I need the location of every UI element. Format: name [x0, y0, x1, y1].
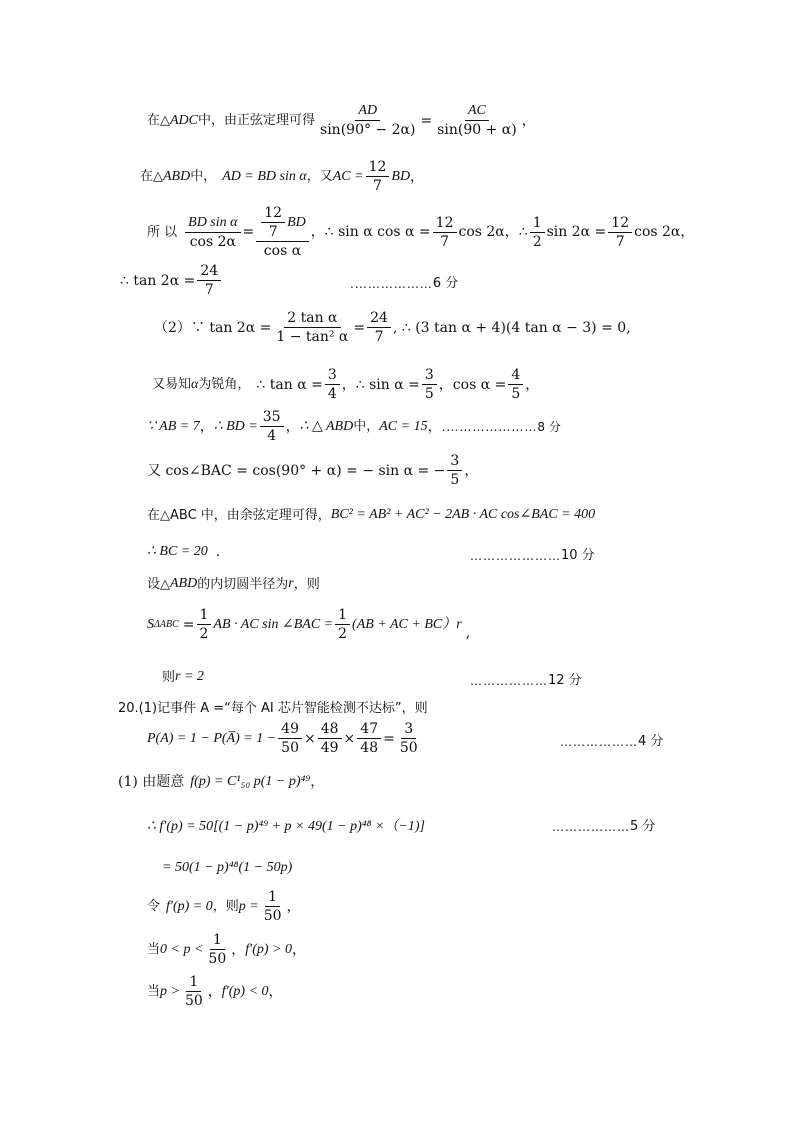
line-10: [147, 545, 220, 559]
denominator: 7: [440, 233, 450, 250]
fraction: [434, 104, 520, 137]
text: 0 < p <: [160, 941, 204, 957]
text: ，则: [293, 576, 320, 592]
text: ∴ tan α =: [256, 376, 323, 393]
fraction: [357, 722, 381, 755]
text: BD: [391, 168, 411, 184]
fraction: [422, 368, 437, 401]
numerator: 49: [278, 722, 302, 739]
numerator: AC: [465, 104, 489, 121]
numerator: 1: [197, 608, 212, 625]
numerator: 1: [530, 216, 545, 233]
text: ∴: [518, 224, 528, 240]
denominator: 7: [204, 282, 214, 298]
text: r: [288, 576, 294, 591]
text: =: [242, 224, 255, 240]
numerator: 24: [367, 311, 391, 328]
denominator: 7: [615, 233, 625, 250]
fraction: [278, 722, 302, 755]
text: 则: [162, 669, 176, 685]
fraction: [366, 160, 390, 193]
fraction: [197, 608, 212, 641]
line-14: [118, 702, 428, 715]
text: S: [147, 616, 154, 632]
fraction: [318, 722, 342, 755]
dots: .………………: [350, 276, 433, 291]
denominator: cos α: [263, 243, 302, 259]
fraction: [530, 216, 545, 249]
text: 的内切圆半径为: [197, 576, 289, 592]
fraction: [433, 216, 457, 249]
numerator: 12: [366, 160, 390, 177]
text: ABD: [163, 168, 191, 184]
text: （2）∵ tan 2α =: [154, 319, 272, 336]
numerator: 2 tan α: [284, 311, 340, 328]
text: 在△ABC 中，由余弦定理可得，: [147, 507, 331, 523]
numerator: 3: [401, 722, 416, 739]
numerator: 47: [357, 722, 381, 739]
dots: ………………: [560, 734, 638, 749]
denominator: 4: [327, 386, 337, 402]
line-11: [147, 577, 320, 591]
text: ×: [303, 730, 316, 747]
text: ABD: [170, 576, 198, 591]
fraction: [261, 890, 285, 923]
text: ∴ sin α =: [355, 376, 420, 393]
text: ，: [525, 376, 540, 393]
text: cos α =: [452, 376, 507, 393]
text: ，: [410, 168, 425, 185]
fraction: [317, 104, 418, 137]
fraction: [197, 264, 221, 297]
text: cos 2α: [634, 224, 681, 240]
text: AD = BD sin α: [222, 168, 307, 184]
numerator: 35: [260, 410, 284, 427]
line-2: [140, 160, 424, 193]
denominator: 7: [374, 329, 384, 345]
fraction: [608, 216, 632, 249]
text: 20.(1)记事件 A =“每个 AI 芯片智能检测不达标”，则: [118, 701, 428, 716]
line-8: [147, 454, 478, 487]
text: = 50(1 − p)⁴⁸(1 − 50p): [162, 860, 293, 875]
fraction: [367, 311, 391, 344]
fraction: [273, 311, 351, 344]
numerator: 3: [325, 368, 340, 385]
denominator: 5: [511, 386, 521, 402]
text: f′(p) = 0: [166, 898, 213, 914]
denominator: 1 − tan² α: [276, 329, 349, 345]
text: r = 2: [175, 669, 204, 684]
line-1: [147, 104, 536, 137]
text: f′(p) > 0: [245, 941, 292, 957]
line-19: [147, 890, 301, 923]
denominator: 7: [268, 224, 278, 240]
fraction: [508, 368, 523, 401]
fraction: [335, 608, 350, 641]
dots: ………………: [552, 819, 630, 834]
text: α: [191, 376, 199, 392]
text: ，: [207, 983, 222, 1000]
text: ，: [268, 983, 283, 1000]
text: 为锐角，: [198, 377, 251, 392]
denominator: 2: [532, 233, 542, 250]
fraction: [397, 722, 421, 755]
text: BC² = AB² + AC² − 2AB · AC cos∠BAC = 400: [330, 507, 596, 522]
text: ADC: [170, 112, 198, 128]
line-7: [147, 410, 561, 443]
fraction: [261, 206, 285, 239]
score-5: [552, 820, 655, 833]
denominator: 4: [267, 428, 277, 444]
text: AB · AC sin ∠BAC =: [213, 616, 334, 632]
text: ，: [231, 941, 246, 958]
denominator: cos 2α: [189, 233, 236, 250]
text: 在△: [147, 113, 170, 128]
text: ，: [291, 941, 306, 958]
text: 又易知: [152, 377, 192, 392]
numerator: 24: [197, 264, 221, 281]
score: 8 分: [537, 419, 561, 434]
denominator: 5: [450, 472, 460, 488]
dots: …………………: [470, 548, 561, 563]
line-6: [152, 368, 539, 401]
text: =: [383, 730, 395, 747]
text: ，: [427, 418, 442, 435]
line-21: [147, 975, 283, 1008]
line-12: S ΔABC = $\frac{1}{2}$ AB · AC sin ∠BAC = $\frac{1}{2}$ (AB + AC + BC）r ,: [147, 607, 471, 642]
fraction: [182, 975, 206, 1008]
text: ∴ BC = 20: [147, 544, 208, 559]
text: ,: [626, 319, 631, 336]
denominator: sin(90° − 2α): [320, 122, 416, 138]
line-16: [118, 775, 324, 789]
numerator: 48: [318, 722, 342, 739]
text: ，: [504, 224, 519, 240]
text: ,: [465, 624, 471, 641]
text: (AB + AC + BC）r: [352, 616, 462, 632]
fraction: [185, 216, 240, 249]
score: 12 分: [548, 673, 582, 688]
text: , ∴ (3 tan α + 4)(4 tan α − 3) = 0: [392, 319, 627, 336]
text: AC = 15: [379, 418, 428, 434]
text: ，: [285, 418, 300, 435]
text: ，: [438, 376, 453, 393]
numerator: AD: [355, 104, 380, 121]
denominator: 5: [424, 386, 434, 402]
text: =: [420, 112, 433, 129]
text: 令: [147, 899, 161, 914]
text: ，: [310, 224, 325, 240]
text: ，则: [212, 899, 239, 914]
line-4: [120, 264, 223, 297]
denominator: 50: [184, 993, 203, 1009]
text: ∴ BD =: [213, 418, 258, 434]
denominator: 49: [320, 740, 339, 756]
numerator: 12: [608, 216, 632, 233]
line-5: [154, 311, 631, 344]
numerator: [256, 206, 309, 242]
text: ，: [310, 774, 325, 790]
text: f(p) = C¹₅₀ p(1 − p)⁴⁹: [190, 774, 311, 789]
numerator: 4: [508, 368, 523, 385]
numerator: 1: [186, 975, 201, 992]
text: ∴ sin α cos α =: [324, 224, 431, 240]
text: 中，: [353, 419, 380, 434]
denominator: 50: [281, 740, 299, 756]
text: 所 以: [147, 224, 178, 240]
text: cos 2α: [458, 224, 505, 240]
text: .: [215, 544, 221, 560]
numerator: 1: [265, 890, 280, 907]
text: 又 cos∠BAC = cos(90° + α) = − sin α = −: [147, 462, 446, 479]
text: 设△: [147, 576, 170, 592]
line-18: [162, 861, 292, 875]
line-13: [162, 670, 204, 684]
text: ，: [521, 112, 536, 129]
text: f′(p) < 0: [221, 983, 269, 999]
text: =: [353, 319, 366, 336]
text: ，: [341, 376, 356, 393]
text: P(A) = 1 − P(A̅) = 1 −: [147, 730, 277, 746]
text: ∵ AB = 7: [147, 418, 200, 434]
text: p =: [238, 898, 259, 914]
text: 中，: [190, 169, 217, 184]
numerator: 1: [210, 933, 225, 950]
text: ∴ f′(p) = 50[(1 − p)⁴⁹ + p × 49(1 − p)⁴⁸ ×（−1)]: [147, 819, 425, 834]
fraction: [325, 368, 340, 401]
line-15: [147, 722, 423, 755]
text: (1) 由题意: [118, 774, 185, 790]
numerator: 12: [261, 206, 285, 223]
fraction: [447, 454, 462, 487]
denominator: 7: [373, 178, 382, 194]
fraction: [260, 410, 284, 443]
denominator: 50: [263, 908, 282, 924]
numerator: 3: [422, 368, 437, 385]
text: ，又: [306, 169, 333, 184]
dots: .…………………: [441, 419, 538, 434]
text: 中，由正弦定理可得: [198, 113, 316, 128]
text: 当: [147, 942, 161, 957]
score: 10 分: [561, 548, 595, 563]
score-4: [560, 735, 663, 748]
denominator: 2: [199, 626, 209, 642]
score-6: [350, 277, 458, 290]
text: =: [182, 616, 195, 633]
score-12: [470, 674, 582, 687]
denominator: sin(90 + α): [437, 122, 517, 138]
text: ，: [464, 462, 479, 479]
denominator: 50: [208, 951, 227, 967]
fraction: [205, 933, 229, 966]
text: sin 2α =: [546, 224, 607, 240]
score-10: [470, 549, 595, 562]
text: BD: [287, 214, 306, 230]
text: p >: [160, 983, 180, 999]
text: 当: [147, 984, 161, 999]
line-3: [147, 206, 694, 258]
line-17: [147, 820, 425, 834]
dots: ………………: [470, 673, 548, 688]
line-9: [147, 508, 595, 522]
denominator: 2: [338, 626, 348, 642]
numerator: 12: [433, 216, 457, 233]
score: 5 分: [630, 819, 656, 834]
score: 4 分: [638, 734, 664, 749]
text: ，: [199, 418, 214, 435]
denominator: 50: [399, 740, 418, 756]
score: 6 分: [432, 276, 459, 291]
denominator: 48: [360, 740, 379, 756]
text: 在△: [140, 169, 163, 184]
numerator: 1: [335, 608, 350, 625]
text: ∴ △ ABD: [299, 418, 354, 434]
numerator: BD sin α: [185, 216, 240, 233]
text: AC =: [332, 168, 364, 184]
fraction: [256, 206, 309, 258]
text: ，: [286, 898, 301, 915]
numerator: 3: [447, 454, 462, 471]
line-20: [147, 933, 306, 966]
text: ，: [680, 224, 695, 240]
text: ×: [343, 730, 356, 747]
text: ∴ tan 2α =: [120, 272, 196, 289]
